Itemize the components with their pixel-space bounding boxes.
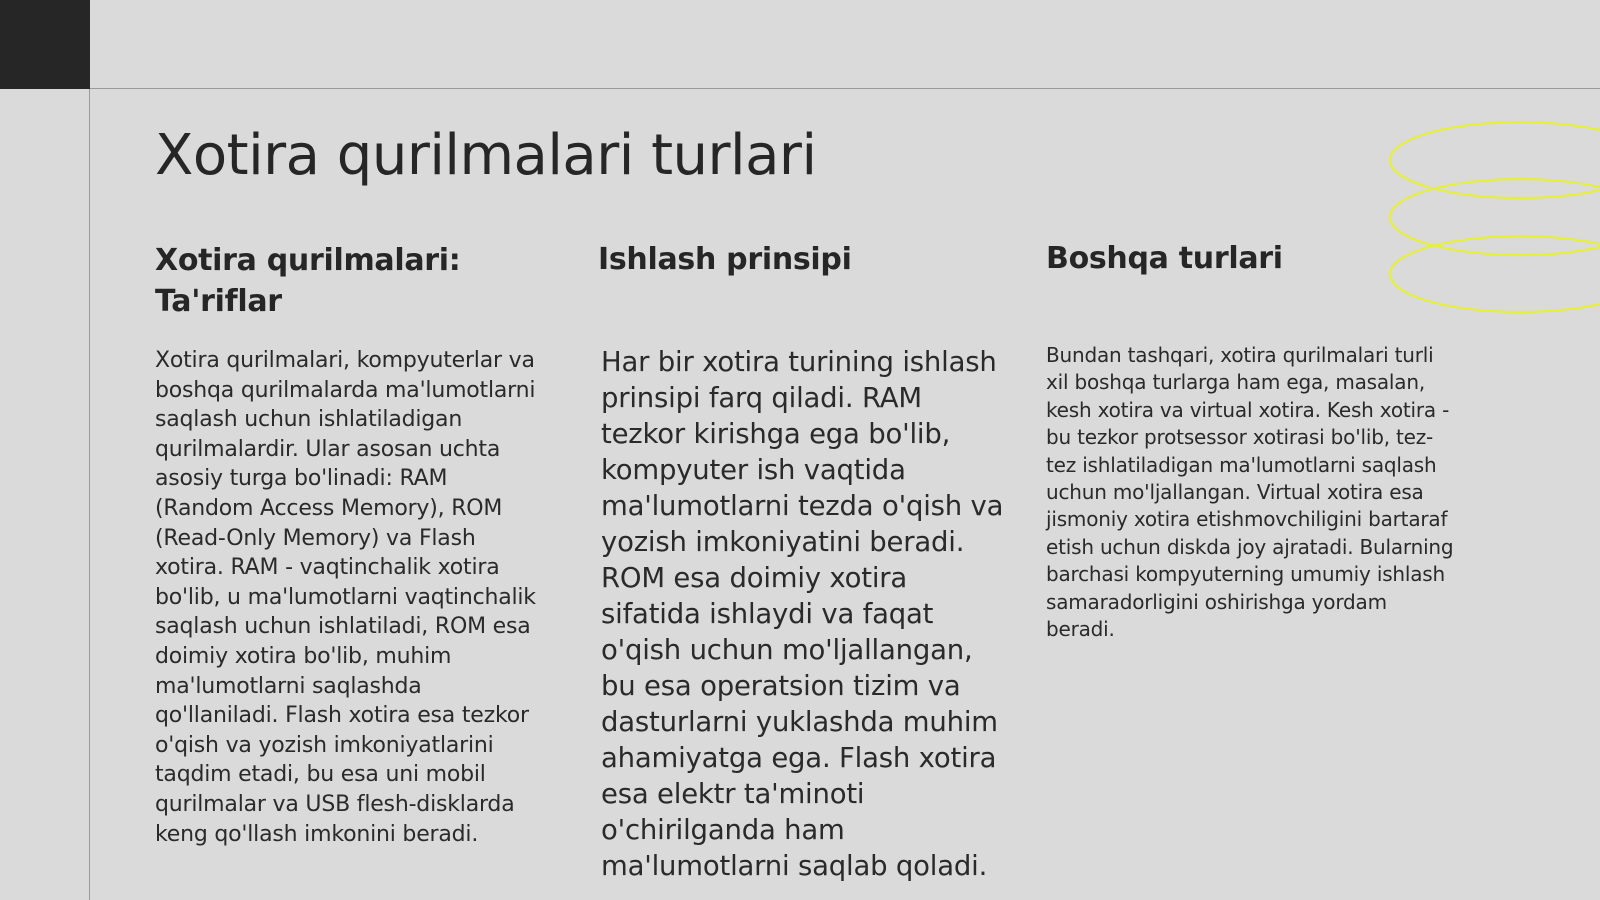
top-divider (90, 88, 1600, 89)
slide-title: Xotira qurilmalari turlari (155, 123, 817, 188)
column-text-principle: Har bir xotira turining ishlash prinsipi farq qiladi. RAM tezkor kirishga ega bo'lib, kompyuter ish vaqtida ma'lumotlarni tezda o'qish va yozish imkoniyatini beradi. ROM esa doimiy xotira sifatida ishlaydi va faqat o'qish uchun mo'ljallangan, bu esa operatsion tizim va dasturlarni yuklashda muhim ahamiyatga ega. Flash xotira esa elektr ta'minoti o'chirilganda ham ma'lumotlarni saqlab qoladi. (601, 346, 1004, 882)
decorative-rings (1385, 115, 1600, 325)
column-heading-principle: Ishlash prinsipi (598, 242, 852, 277)
column-text-definitions: Xotira qurilmalari, kompyuterlar va boshqa qurilmalarda ma'lumotlarni saqlash uchun ishlatiladigan qurilmalardir. Ular asosan uchta asosiy turga bo'linadi: RAM (Random Access Memory), ROM (Read-Only Memory) va Flash xotira. RAM - vaqtinchalik xotira bo'lib, u ma'lumotlarni vaqtinchalik saqlash uchun ishlatiladi, ROM esa doimiy xotira bo'lib, muhim ma'lumotlarni saqlashda qo'llaniladi. Flash xotira esa tezkor o'qish va yozish imkoniyatlarini taqdim etadi, bu esa uni mobil qurilmalar va USB flesh-disklarda keng qo'llash imkonini beradi. (155, 348, 536, 847)
left-divider (89, 89, 90, 900)
corner-block (0, 0, 90, 89)
decorative-ring-1 (1390, 122, 1600, 198)
column-text-other-types: Bundan tashqari, xotira qurilmalari turli xil boshqa turlarga ham ega, masalan, kesh xotira va virtual xotira. Kesh xotira - bu tezkor protsessor xotirasi bo'lib, tez-tez ishlatiladigan ma'lumotlarni saqlash uchun mo'ljallangan. Virtual xotira esa jismoniy xotira etishmovchiligini bartaraf etish uchun diskda joy ajratadi. Bularning barchasi kompyuterning umumiy ishlash samaradorligini oshirishga yordam beradi. (1046, 343, 1454, 642)
column-heading-other-types: Boshqa turlari (1046, 241, 1283, 276)
column-heading-definitions: Xotira qurilmalari: Ta'riflar (155, 243, 461, 319)
